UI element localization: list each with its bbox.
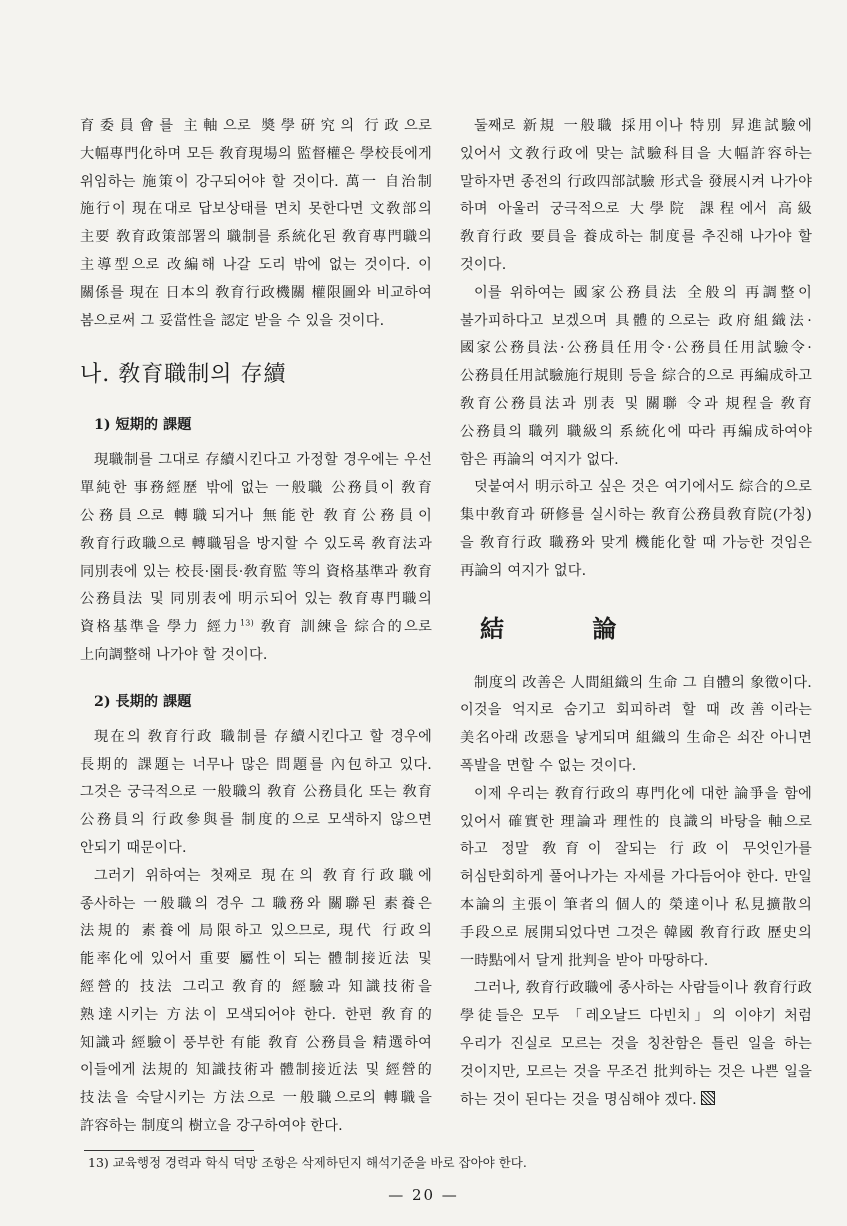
left-column (80, 113, 432, 1141)
paragraph: 그러기 위하여는 첫째로 現在의 敎育行政職에 종사하는 一般職의 경우 그 職務와 關聯된 素養은 法規的 素養에 局限하고 있으므로, 現代 行政의 能率化에 있어서 重要 屬性이 되는 體制接近法 및 經營的 技法 그리고 敎育的 經驗과 知識技術을 熟達시키는 方法이 모색되어야 한다. 한편 敎育的 知識과 經驗이 풍부한 有能 敎育 公務員을 精選하여 이들에게 法規的 知識技術과 體制接近法 및 經營的 技法을 숙달시키는 方法으로 一般職으로의 轉職을 許容하는 制度의 樹立을 강구하여야 한다. (80, 867, 432, 1134)
section-title: 나. 敎育職制의 存續 (80, 362, 287, 388)
paragraph: 이제 우리는 敎育行政의 專門化에 대한 論爭을 함에 있어서 確實한 理論과 理性的 良識의 바탕을 軸으로 하고 정말 敎育이 잘되는 行政이 무엇인가를 허심탄회하게 풀어나가는 자세를 가다듬어야 한다. 만일 本論의 主張이 筆者의 個人的 榮達이나 私見擴散의 手段으로 展開되었다면 그것은 韓國 敎育行政 歷史의 一時點에서 달게 批判을 받아 마땅하다. (460, 785, 812, 969)
paragraph-text: 그러나, 敎育行政職에 종사하는 사람들이나 敎育行政 學徒들은 모두 「레오날드 다빈치」의 이야기 처럼 우리가 진실로 모르는 것을 칭찬함은 틀린 일을 하는 것이지만, 모르는 것을 무조건 批判하는 것은 나쁜 일을 하는 것이 된다는 것을 명심해야 겠다. (460, 980, 812, 1108)
page-number: — 20 — (388, 1186, 459, 1204)
paragraph: 둘째로 新規 一般職 採用이나 特別 昇進試驗에 있어서 文敎行政에 맞는 試驗科目을 大幅許容하는 말하자면 종전의 行政四部試驗 形式을 發展시켜 나가야 하며 아울러 궁극적으로 大學院 課程에서 高級 敎育行政 要員을 養成하는 制度를 추진해 나가야 할 것이다. (460, 118, 812, 273)
subsection-title-long-term: 2) 長期的 課題 (94, 693, 192, 710)
right-column (460, 113, 812, 1114)
paragraph: 現在의 敎育行政 職制를 存續시킨다고 할 경우에 長期的 課題는 너무나 많은 問題를 內包하고 있다. 그것은 궁극적으로 一般職의 敎育 公務員化 또는 敎育 公務員의 行政參與를 制度的으로 모색하지 않으면 안되기 때문이다. (80, 728, 432, 856)
paragraph-text: 敎育 訓練을 綜合的으로 上向調整해 나가야 할 것이다. (80, 619, 432, 663)
paragraph: 이를 위하여는 國家公務員法 全般의 再調整이 불가피하다고 보겠으며 具體的으로는 政府組織法·國家公務員法·公務員任用令·公務員任用試驗令·公務員任用試驗施行規則 등을 綜合的으로 再編成하고 敎育公務員法과 別表 및 關聯 令과 規程을 敎育 公務員의 職列 職級의 系統化에 따라 再編成하여야 함은 再論의 여지가 없다. (460, 284, 812, 468)
paragraph (80, 447, 432, 669)
paragraph (460, 975, 812, 1114)
paragraph: 育委員會를 主軸으로 奬學硏究의 行政으로 大幅專門化하며 모든 敎育現場의 監督權은 學校長에게 위임하는 施策이 강구되어야 할 것이다. 萬一 自治制 施行이 現在대로 답보상태를 면치 못한다면 文敎部의 主要 敎育政策部署의 職制를 系統化된 敎育專門職의 主導型으로 改編해 나갈 도리 밖에 없는 것이다. 이 關係를 現在 日本의 敎育行政機關 權限圖와 비교하여 봄으로써 그 妥當性을 認定 받을 수 있을 것이다. (80, 118, 432, 329)
footnote-divider (84, 1150, 254, 1151)
paragraph: 制度의 改善은 人間組織의 生命 그 自體의 象徵이다. 이것을 억지로 숨기고 회피하려 할 때 改善이라는 美名아래 改惡을 낳게되며 組織의 生命은 쇠잔 아니면 폭발을 면할 수 없는 것이다. (460, 674, 812, 774)
footnote: 13) 교육행정 경력과 학식 덕망 조항은 삭제하던지 해석기준을 바로 잡아야 한다. (88, 1155, 527, 1170)
paragraph-text: 現職制를 그대로 存續시킨다고 가정할 경우에는 우선 單純한 事務經歷 밖에 없는 一般職 公務員이 敎育 公務員으로 轉職되거나 無能한 敎育公務員이 敎育行政職으로 轉職됨을 방지할 수 있도록 敎育法과 同別表에 있는 校長·園長·敎育監 等의 資格基準과 敎育 公務員法 및 同別表에 明示되어 있는 敎育專門職의 資格基準을 學力 經力 (80, 452, 432, 636)
end-mark-icon (701, 1091, 715, 1105)
paragraph: 덧붙여서 明示하고 싶은 것은 여기에서도 綜合的으로 集中敎育과 硏修를 실시하는 敎育公務員敎育院(가칭)을 敎育行政 職務와 맞게 機能化할 때 가능한 것임은 再論의 여지가 없다. (460, 479, 812, 579)
conclusion-title: 結 論 (480, 613, 657, 643)
footnote-ref: 13) (239, 618, 254, 628)
subsection-title-short-term: 1) 短期的 課題 (94, 417, 192, 434)
